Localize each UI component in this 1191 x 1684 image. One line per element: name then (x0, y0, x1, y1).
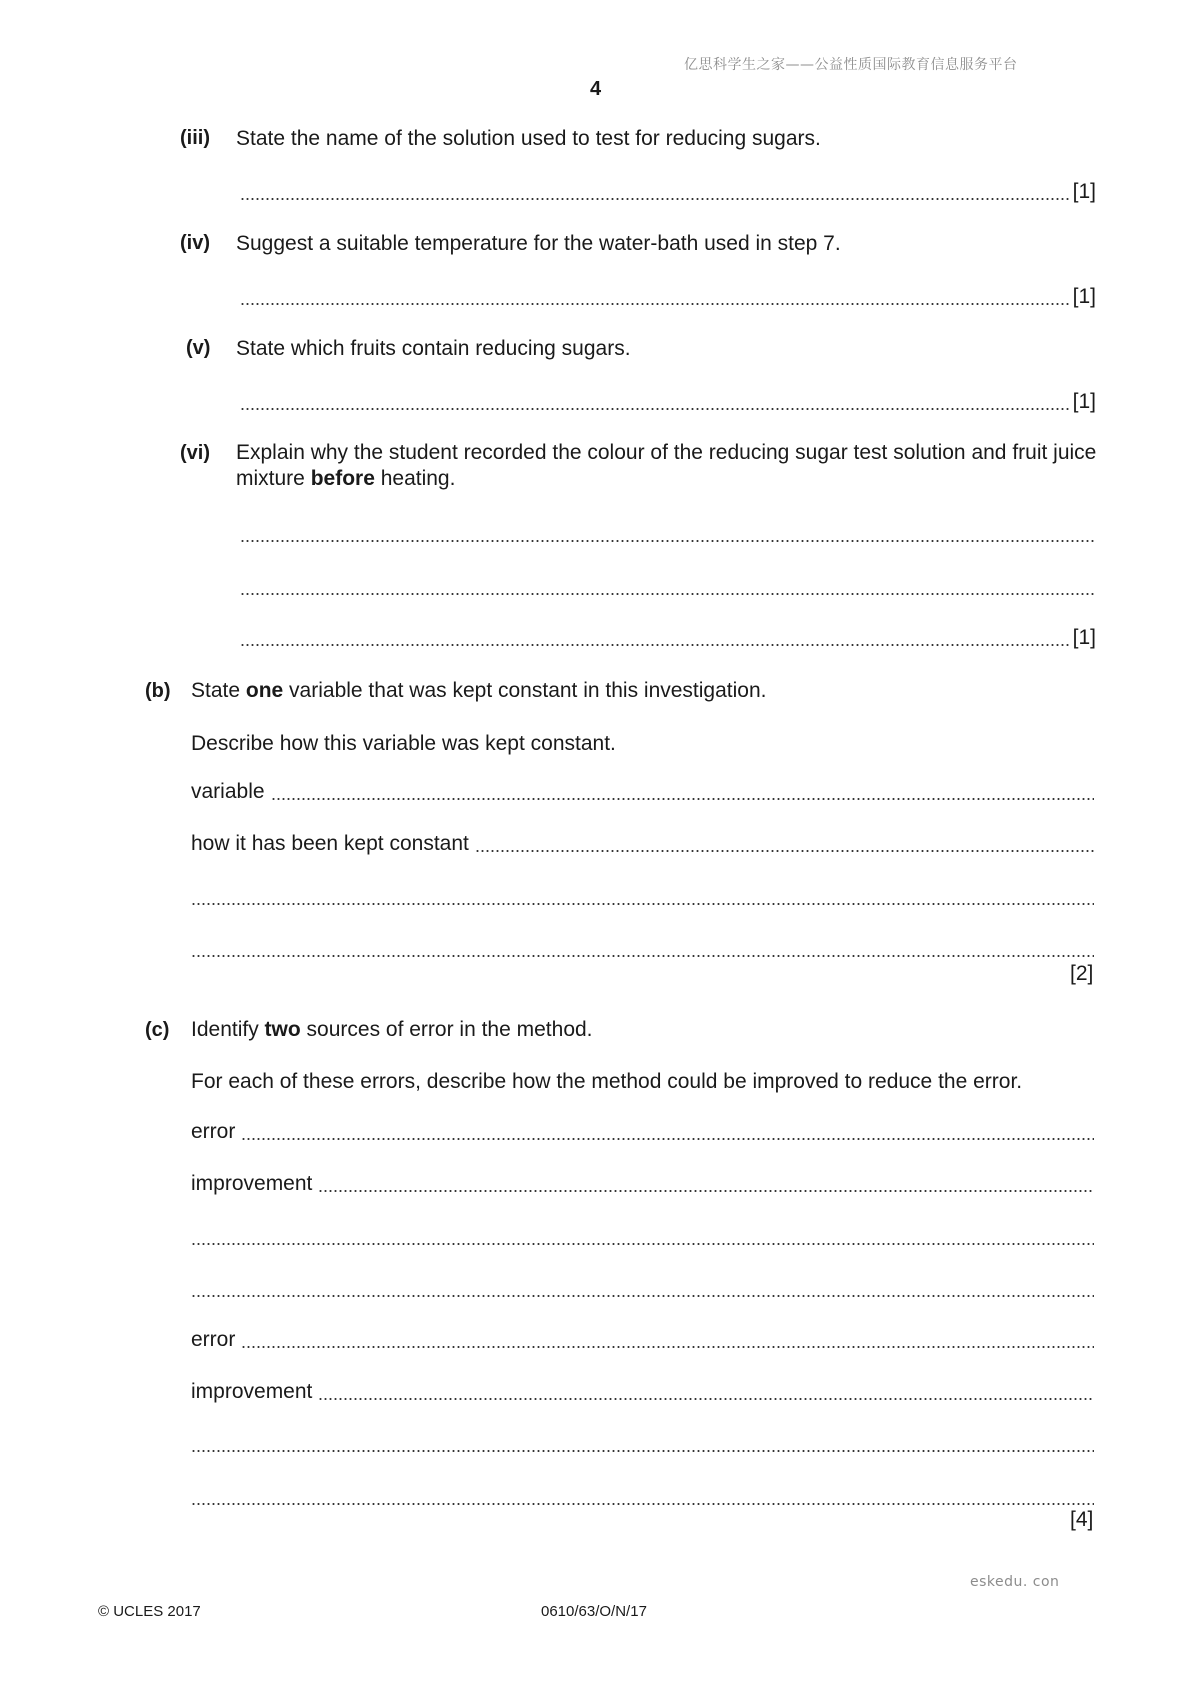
instruction-b: Describe how this variable was kept constant. (191, 732, 616, 755)
answer-dots (475, 850, 1094, 852)
answer-line-b-1[interactable] (191, 885, 1094, 909)
question-label-v: (v) (186, 337, 211, 359)
constant-answer-line[interactable] (191, 832, 1094, 856)
answer-line-iii[interactable] (240, 180, 1096, 204)
answer-dots (240, 408, 1071, 410)
answer-dots (191, 1295, 1094, 1297)
improvement-label: improvement (191, 1172, 313, 1195)
variable-answer-line[interactable] (191, 780, 1094, 804)
answer-line-c-1[interactable] (191, 1225, 1094, 1249)
answer-line-c-3[interactable] (191, 1432, 1094, 1456)
error-answer-line-1[interactable] (191, 1120, 1094, 1144)
constant-label: how it has been kept constant (191, 832, 469, 855)
instruction-c: For each of these errors, describe how the method could be improved to reduce the error. (191, 1070, 1023, 1093)
answer-line-vi-2[interactable] (240, 575, 1096, 599)
answer-dots (241, 1138, 1094, 1140)
marks-v: [1] (1072, 390, 1096, 413)
answer-dots (191, 1243, 1094, 1245)
question-text-v: State which fruits contain reducing sugars. (236, 337, 631, 360)
answer-dots (241, 1346, 1094, 1348)
question-label-vi: (vi) (180, 442, 210, 464)
question-label-iii: (iii) (180, 127, 210, 149)
page-number: 4 (590, 78, 602, 100)
question-label-c: (c) (145, 1019, 170, 1041)
answer-line-v[interactable] (240, 390, 1096, 414)
question-label-b: (b) (145, 680, 171, 702)
question-text-iv: Suggest a suitable temperature for the water-bath used in step 7. (236, 232, 841, 255)
answer-dots (191, 903, 1094, 905)
error-answer-line-2[interactable] (191, 1328, 1094, 1352)
answer-dots (191, 955, 1094, 957)
marks-b: [2] (1070, 962, 1094, 985)
improvement-answer-line-2[interactable] (191, 1380, 1094, 1404)
answer-dots (191, 1450, 1094, 1452)
improvement-answer-line-1[interactable] (191, 1172, 1094, 1196)
question-text-vi: Explain why the student recorded the colour of the reducing sugar test solution and fruit juice mixture before heating. (236, 441, 1097, 490)
answer-dots (240, 303, 1071, 305)
answer-line-b-2[interactable] (191, 937, 1094, 961)
answer-dots (240, 540, 1096, 542)
answer-line-vi-3[interactable] (240, 626, 1096, 650)
answer-dots (271, 798, 1094, 800)
marks-c: [4] (1070, 1508, 1094, 1531)
paper-code: 0610/63/O/N/17 (541, 1603, 647, 1620)
watermark-header: 亿思科学生之家——公益性质国际教育信息服务平台 (684, 57, 1018, 73)
watermark-footer: eskedu. con (970, 1574, 1060, 1590)
error-label: error (191, 1328, 236, 1351)
answer-dots (240, 644, 1071, 646)
answer-dots (318, 1190, 1094, 1192)
question-text-b: State one variable that was kept constant in this investigation. (191, 679, 767, 702)
error-label: error (191, 1120, 236, 1143)
answer-line-c-4[interactable] (191, 1485, 1094, 1509)
answer-line-vi-1[interactable] (240, 522, 1096, 546)
copyright: © UCLES 2017 (98, 1603, 201, 1620)
improvement-label: improvement (191, 1380, 313, 1403)
answer-line-iv[interactable] (240, 285, 1096, 309)
question-label-iv: (iv) (180, 232, 210, 254)
marks-vi: [1] (1072, 626, 1096, 649)
question-text-c: Identify two sources of error in the method. (191, 1018, 593, 1041)
answer-dots (191, 1503, 1094, 1505)
answer-dots (240, 593, 1096, 595)
answer-line-c-2[interactable] (191, 1277, 1094, 1301)
variable-label: variable (191, 780, 265, 803)
question-text-iii: State the name of the solution used to test for reducing sugars. (236, 127, 821, 150)
marks-iv: [1] (1072, 285, 1096, 308)
answer-dots (318, 1398, 1094, 1400)
marks-iii: [1] (1072, 180, 1096, 203)
answer-dots (240, 198, 1071, 200)
